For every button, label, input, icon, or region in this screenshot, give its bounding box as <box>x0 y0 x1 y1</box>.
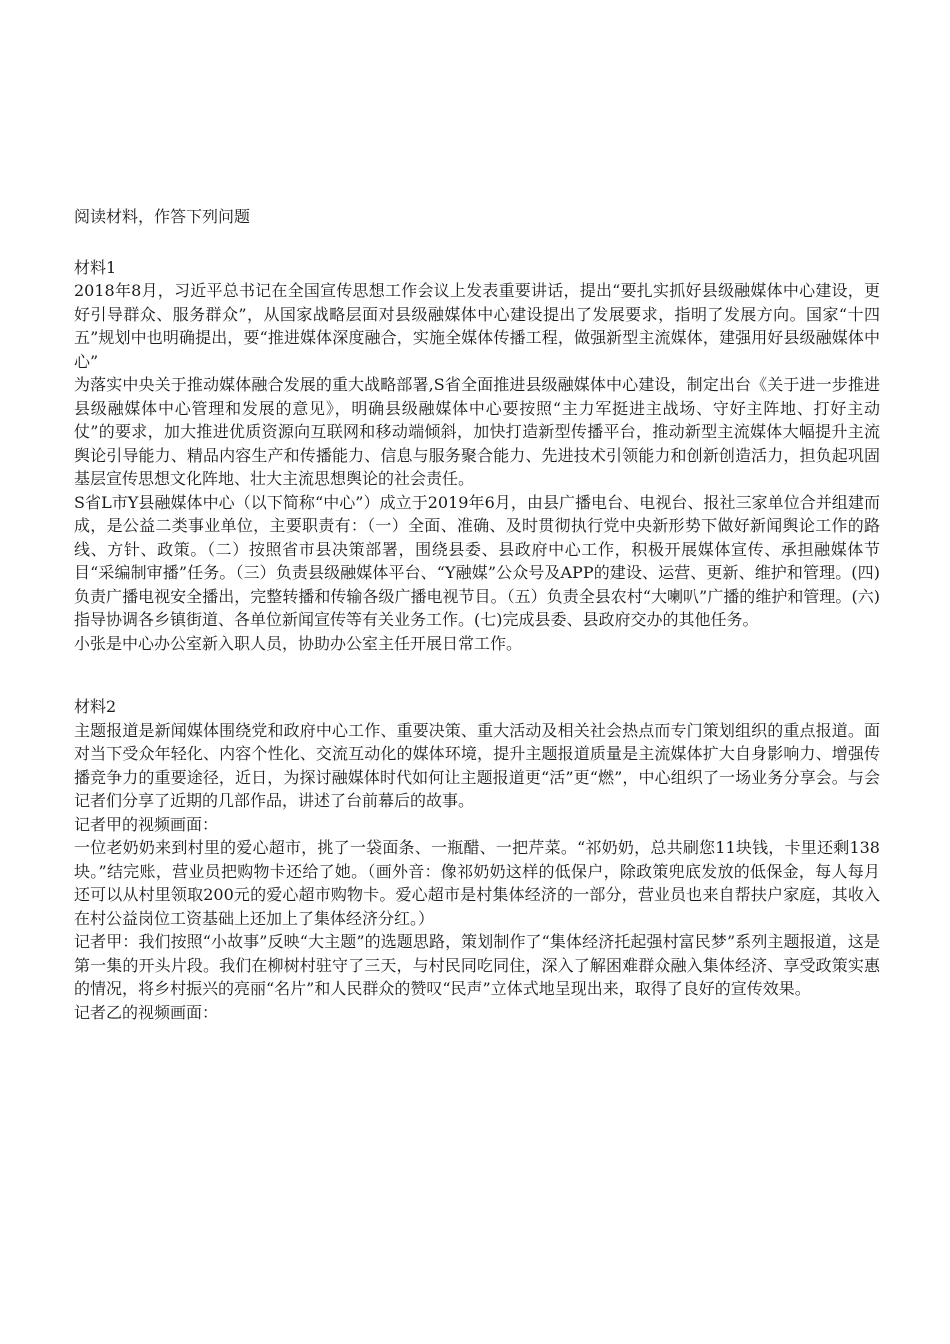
material-1 <box>74 256 880 656</box>
material-2-paragraph: 记者甲：我们按照“小故事”反映“大主题”的选题思路，策划制作了“集体经济托起强村富民梦”系列主题报道，这是第一集的开头片段。我们在柳树村驻守了三天，与村民同吃同住，深入了解困难群众融入集体经济、享受政策实惠的情况，将乡村振兴的亮丽“名片”和人民群众的赞叹“民声”立体式地呈现出来，取得了良好的宣传效果。 <box>74 932 880 998</box>
instruction-heading: 阅读材料，作答下列问题 <box>74 207 251 226</box>
section-spacer <box>74 655 880 695</box>
material-1-paragraph: 2018年8月，习近平总书记在全国宣传思想工作会议上发表重要讲话，提出“要扎实抓好县级融媒体中心建设，更好引导群众、服务群众”，从国家战略层面对县级融媒体中心建设提出了发展要求，指明了发展方向。国家“十四五”规划中也明确提出，要“推进媒体深度融合，实施全媒体传播工程，做强新型主流媒体，建强用好县级融媒体中心” <box>74 281 880 371</box>
material-1-paragraph: S省L市Y县融媒体中心（以下简称“中心”）成立于2019年6月，由县广播电台、电视台、报社三家单位合并组建而成，是公益二类事业单位，主要职责有：（一）全面、准确、及时贯彻执行党中央新形势下做好新闻舆论工作的路线、方针、政策。（二）按照省市县决策部署，围绕县委、县政府中心工作，积极开展媒体宣传、承担融媒体节目“采编制审播”任务。（三）负责县级融媒体平台、“Y融媒”公众号及APP的建设、运营、更新、维护和管理。(四)负责广播电视安全播出，完整转播和传输各级广播电视节目。（五）负责全县农村“大喇叭”广播的维护和管理。(六)指导协调各乡镇街道、各单位新闻宣传等有关业务工作。(七)完成县委、县政府交办的其他任务。 <box>74 492 880 629</box>
material-2 <box>74 695 880 1024</box>
material-2-title: 材料2 <box>74 697 117 716</box>
material-2-paragraph: 一位老奶奶来到村里的爱心超市，挑了一袋面条、一瓶醋、一把芹菜。“祁奶奶，总共刷您11块钱，卡里还剩138块。”结完账，营业员把购物卡还给了她。（画外音：像祁奶奶这样的低保户，除政策兜底发放的低保金，每人每月还可以从村里领取200元的爱心超市购物卡。爱心超市是村集体经济的一部分，营业员也来自帮扶户家庭，其收入在村公益岗位工资基础上还加上了集体经济分红。） <box>74 838 880 928</box>
material-2-paragraph: 记者乙的视频画面： <box>74 1002 219 1022</box>
document-body <box>74 205 880 1024</box>
material-2-paragraph: 记者甲的视频画面： <box>74 814 219 834</box>
material-1-paragraph: 为落实中央关于推动媒体融合发展的重大战略部署,S省全面推进县级融媒体中心建设，制定出台《关于进一步推进县级融媒体中心管理和发展的意见》，明确县级融媒体中心要按照“主力军挺进主战场、守好主阵地、打好主动仗”的要求，加大推进优质资源向互联网和移动端倾斜，加快打造新型传播平台，推动新型主流媒体大幅提升主流舆论引导能力、精品内容生产和传播能力、信息与服务聚合能力、先进技术引领能力和创新创造活力，担负起巩固基层宣传思想文化阵地、壮大主流思想舆论的社会责任。 <box>74 375 880 488</box>
material-2-paragraph: 主题报道是新闻媒体围绕党和政府中心工作、重要决策、重大活动及相关社会热点而专门策划组织的重点报道。面对当下受众年轻化、内容个性化、交流互动化的媒体环境，提升主题报道质量是主流媒体扩大自身影响力、增强传播竞争力的重要途径，近日，为探讨融媒体时代如何让主题报道更“活”更“燃”，中心组织了一场业务分享会。与会记者们分享了近期的几部作品，讲述了台前幕后的故事。 <box>74 720 880 810</box>
material-1-paragraph: 小张是中心办公室新入职人员，协助办公室主任开展日常工作。 <box>74 633 523 653</box>
material-1-title: 材料1 <box>74 257 117 277</box>
